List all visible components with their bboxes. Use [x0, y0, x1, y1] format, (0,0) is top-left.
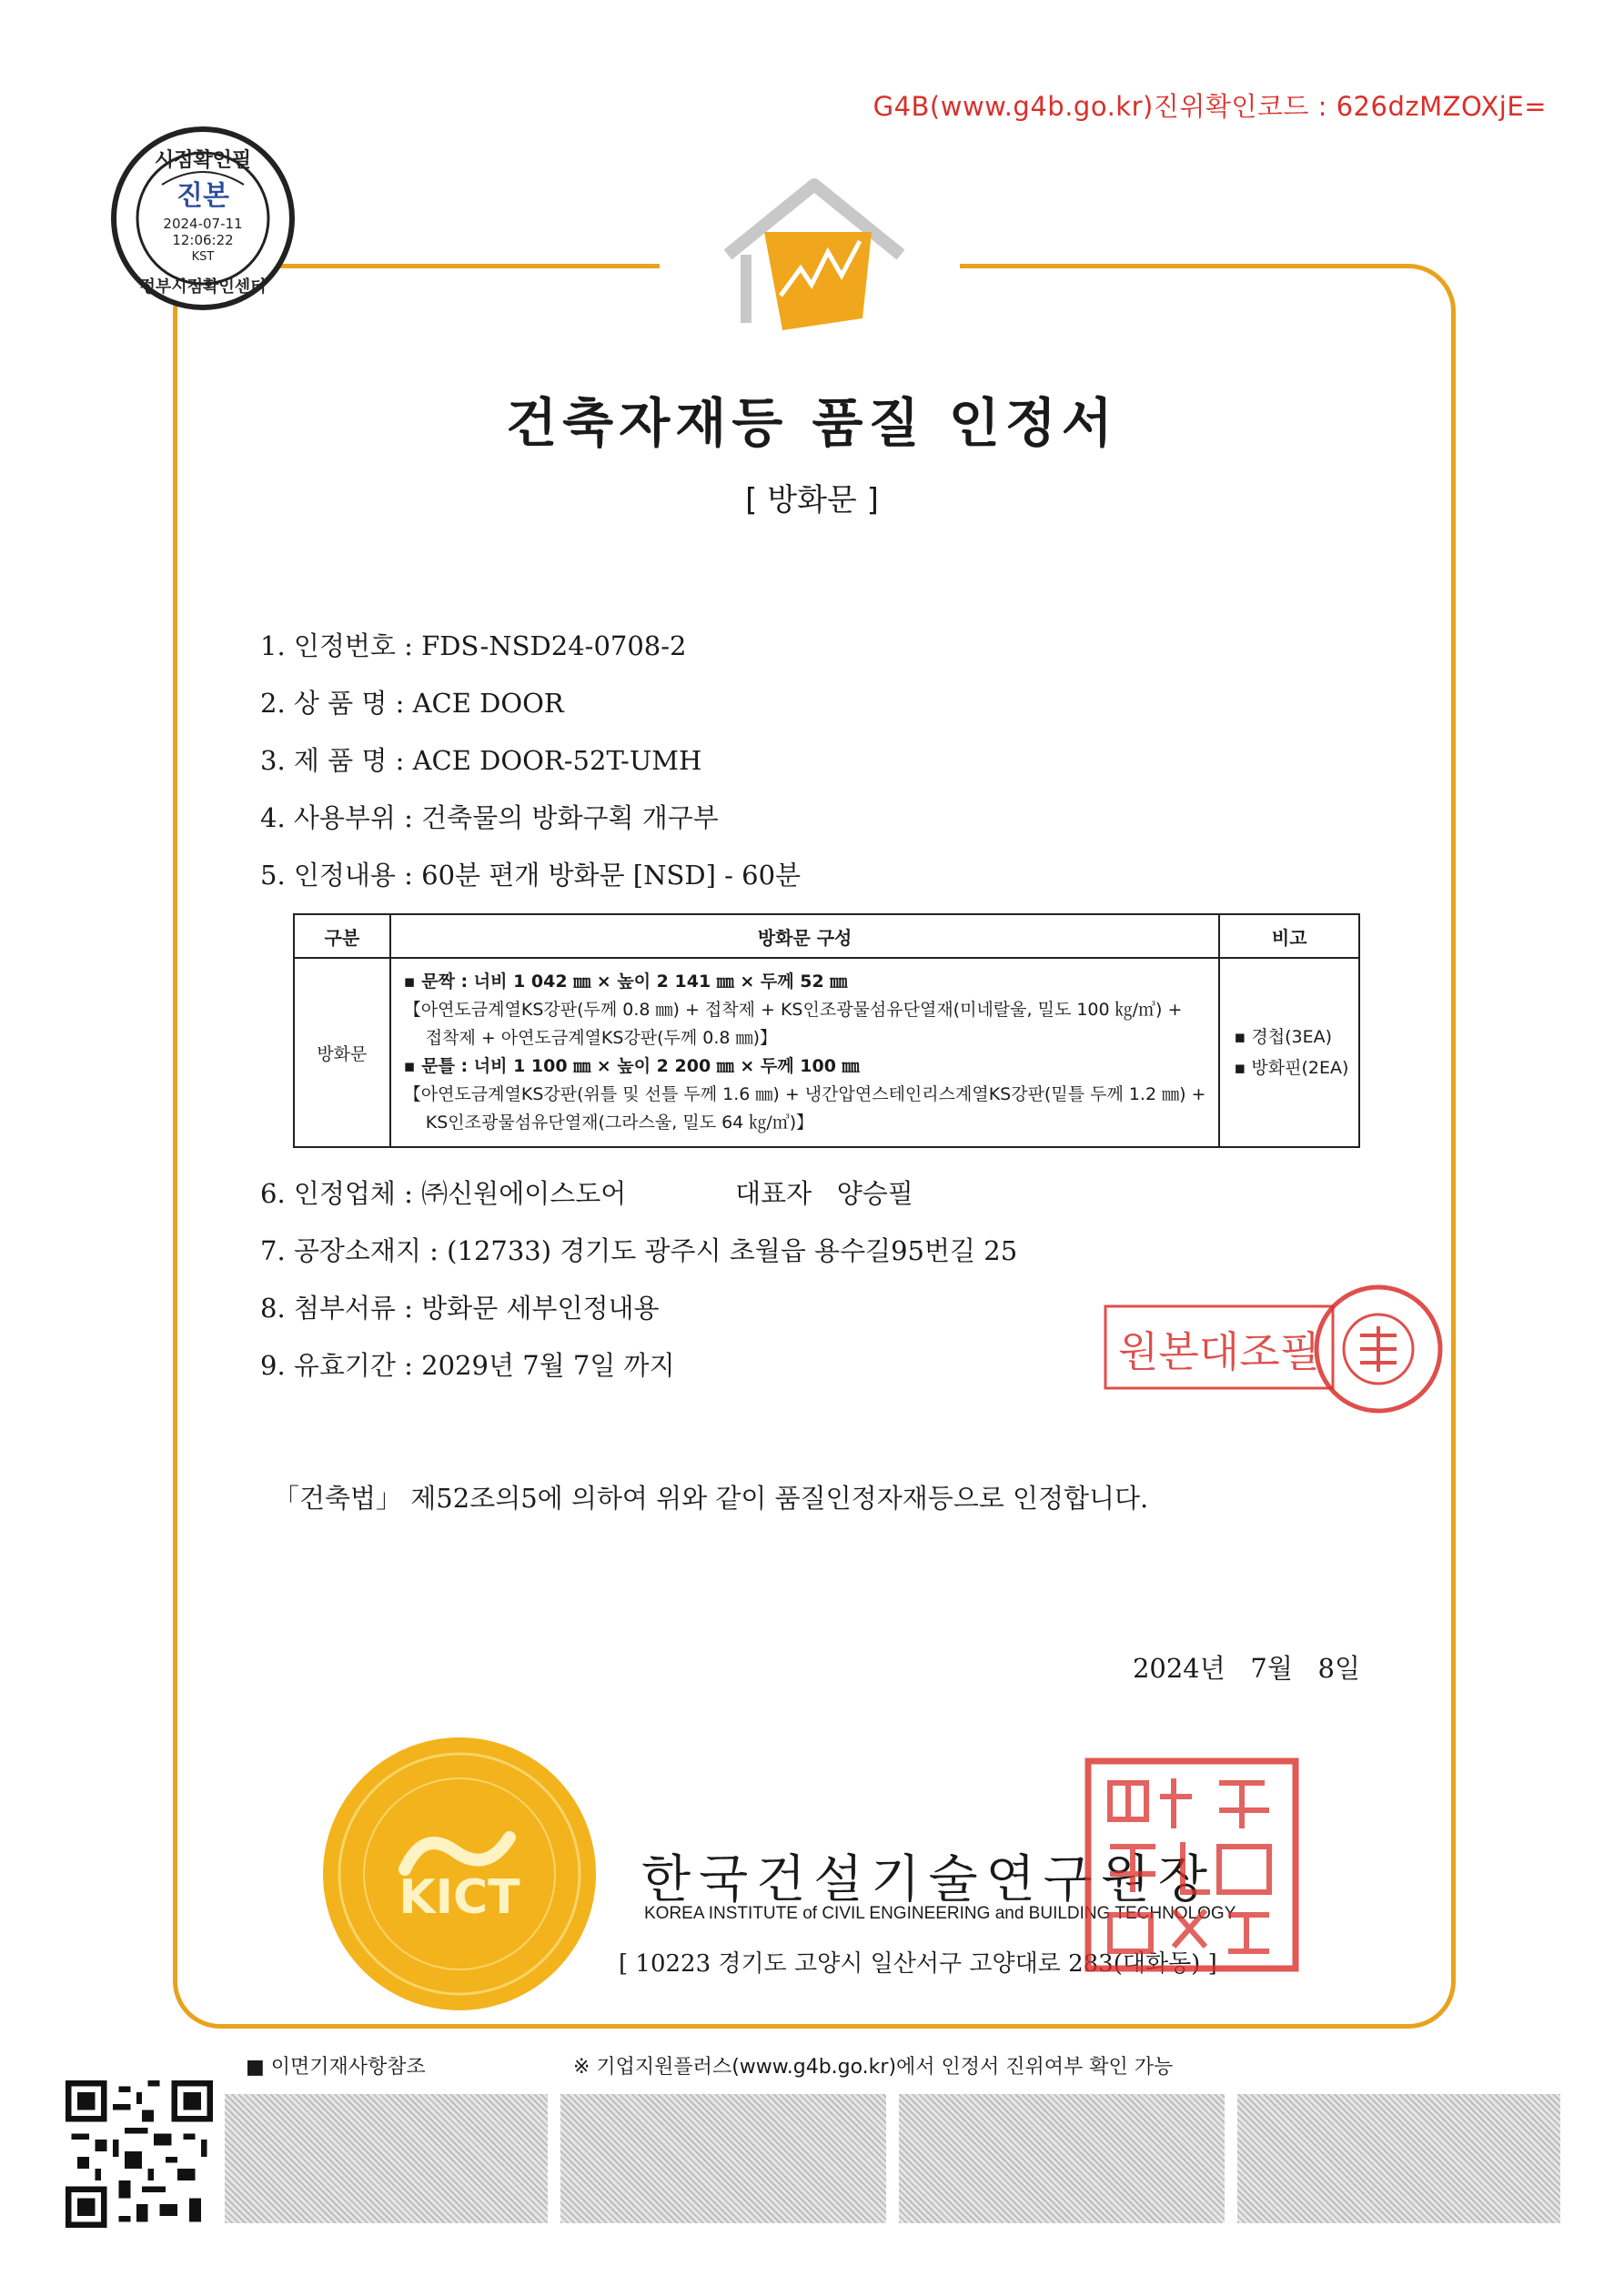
stamp-center-text: 진본	[177, 180, 229, 212]
footer-verification-note: ※ 기업지원플러스(www.g4b.go.kr)에서 인정서 진위여부 확인 가능	[573, 2056, 1174, 2079]
security-pattern	[1237, 2094, 1560, 2223]
spec-composition-cell	[390, 958, 1220, 1147]
institution-address: [ 10223 경기도 고양시 일산서구 고양대로 283(대화동) ]	[619, 1950, 1217, 1978]
official-red-seal	[1083, 1756, 1301, 1974]
kict-gold-seal	[318, 1733, 600, 2015]
footer-back-reference: ■ 이면기재사항참조	[246, 2056, 426, 2079]
stamp-time: 12:06:22	[172, 232, 234, 248]
spec-line: 【아연도금계열KS강판(위틀 및 선틀 두께 1.6 ㎜) + 냉간압연스테인리스계열KS강판(밑틀 두께 1.2 ㎜) +	[403, 1084, 1206, 1104]
document-subtitle: [ 방화문 ]	[745, 482, 879, 519]
table-header-row	[294, 914, 1359, 958]
institution-name-korean: 한국건설기술연구원장	[641, 1850, 1215, 1909]
spec-line: KS인조광물섬유단열재(그라스울, 밀도 64 ㎏/㎥)】	[425, 1113, 814, 1133]
original-copy-stamp	[1101, 1281, 1447, 1417]
stamp-bottom-text: 정부시점확인센터	[139, 277, 267, 297]
kict-seal-text: KICT	[398, 1870, 520, 1925]
field-attachments: 8. 첨부서류 : 방화문 세부인정내용	[260, 1293, 660, 1324]
remark-item: ▪ 경첩(3EA)	[1234, 1027, 1333, 1047]
qr-code-icon	[66, 2080, 213, 2228]
certification-statement: 「건축법」 제52조의5에 의하여 위와 같이 품질인정자재등으로 인정합니다.	[273, 1483, 1149, 1514]
spec-line: 【아연도금계열KS강판(두께 0.8 ㎜) + 접착제 + KS인조광물섬유단열재(미네랄울, 밀도 100 ㎏/㎥) +	[403, 1000, 1183, 1020]
table-header-category: 구분	[294, 914, 390, 958]
field-cert-content: 5. 인정내용 : 60분 편개 방화문 [NSD] - 60분	[260, 860, 802, 891]
spec-line: 접착제 + 아연도금계열KS강판(두께 0.8 ㎜)】	[425, 1028, 777, 1048]
verification-code: G4B(www.g4b.go.kr)진위확인코드 : 626dzMZOXjE=	[873, 91, 1547, 122]
institution-name-english: KOREA INSTITUTE of CIVIL ENGINEERING and BUILDING TECHNOLOGY	[644, 1904, 1236, 1923]
spec-line: ▪ 문틀 : 너비 1 100 ㎜ × 높이 2 200 ㎜ × 두께 100 ㎜	[403, 1056, 860, 1076]
stamp-date: 2024-07-11	[163, 216, 243, 232]
table-row-label: 방화문	[294, 958, 390, 1147]
security-pattern	[560, 2094, 886, 2223]
stamp-tz: KST	[191, 250, 215, 264]
remark-item: ▪ 방화핀(2EA)	[1234, 1058, 1349, 1078]
security-pattern	[899, 2094, 1225, 2223]
spec-line: ▪ 문짝 : 너비 1 042 ㎜ × 높이 2 141 ㎜ × 두께 52 ㎜	[403, 972, 848, 992]
timestamp-seal	[107, 123, 298, 314]
field-model-name: 3. 제 품 명 : ACE DOOR-52T-UMH	[260, 745, 702, 776]
spec-table	[293, 913, 1360, 1148]
field-factory-address: 7. 공장소재지 : (12733) 경기도 광주시 초월읍 용수길95번길 25	[260, 1235, 1018, 1266]
issue-date: 2024년 7월 8일	[1132, 1653, 1360, 1684]
svg-text:원본대조필: 원본대조필	[1117, 1327, 1321, 1376]
field-cert-number: 1. 인정번호 : FDS-NSD24-0708-2	[260, 630, 687, 661]
remarks-cell	[1219, 958, 1359, 1147]
field-company: 6. 인정업체 : ㈜신원에이스도어 대표자 양승필	[260, 1178, 913, 1209]
stamp-top-text: 시점확인필	[154, 149, 252, 172]
field-usage: 4. 사용부위 : 건축물의 방화구획 개구부	[260, 802, 719, 833]
document-title: 건축자재등 품질 인정서	[506, 392, 1118, 454]
security-pattern	[225, 2094, 548, 2223]
field-product-name: 2. 상 품 명 : ACE DOOR	[260, 688, 564, 719]
table-header-remarks: 비고	[1219, 914, 1359, 958]
house-logo-icon	[710, 168, 919, 350]
table-row	[294, 958, 1359, 1147]
field-validity: 9. 유효기간 : 2029년 7월 7일 까지	[260, 1350, 675, 1381]
table-header-composition: 방화문 구성	[390, 914, 1220, 958]
